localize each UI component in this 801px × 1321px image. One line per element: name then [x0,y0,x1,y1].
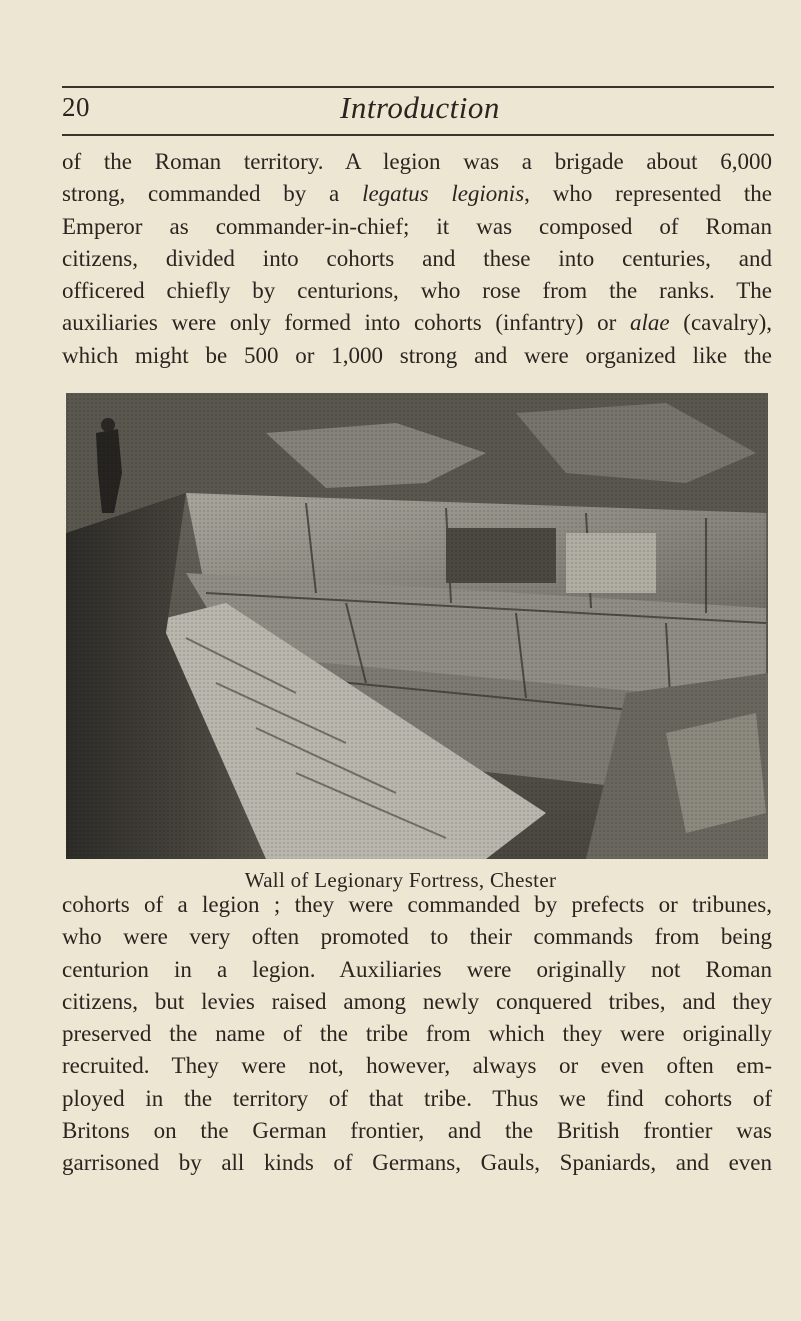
text-line: recruited. They were not, however, always or even often em- [62,1053,772,1079]
text-line: officered chiefly by centurions, who rose from the ranks. The [62,278,772,304]
text-line: Britons on the German frontier, and the British frontier was [62,1118,772,1144]
text-line: of the Roman territory. A legion was a brigade about 6,000 [62,149,772,174]
running-head: Introduction [340,90,500,125]
italic-term: legatus legionis [362,181,525,207]
photo-illustration [66,393,768,859]
text-segment: , who represented the [524,181,773,207]
page-number: 20 [62,92,90,122]
text-line: citizens, but levies raised among newly conquered tribes, and they [62,988,772,1014]
text-line: which might be 500 or 1,000 strong and were organized like the [62,342,772,368]
text-line: who were very often promoted to their commands from being [62,924,772,950]
text-line [62,178,772,210]
text-segment: strong, commanded by a [62,181,340,207]
top-paragraph [62,146,772,372]
header-bottom-rule [62,134,774,136]
text-line [62,307,772,339]
figure-caption: Wall of Legionary Fortress, Chester [244,868,557,892]
text-line: centurion in a legion. Auxiliaries were originally not Roman [62,956,772,982]
page-header [62,88,774,132]
text-segment: auxiliaries were only formed into cohorts (infantry) or [62,310,617,336]
text-line: ployed in the territory of that tribe. Thus we find cohorts of [62,1085,772,1111]
text-line: citizens, divided into cohorts and these into centuries, and [62,245,772,271]
text-line: preserved the name of the tribe from which they were originally [62,1021,772,1047]
italic-term: alae [629,310,670,336]
text-segment: (cavalry), [683,310,773,336]
text-line: garrisoned by all kinds of Germans, Gauls, Spaniards, and even [62,1150,772,1176]
bottom-paragraph [62,889,772,1180]
text-line: Emperor as commander-in-chief; it was composed of Roman [62,213,772,239]
fortress-wall-photo [66,393,768,859]
text-line: cohorts of a legion ; they were commanded by prefects or tribunes, [62,892,772,917]
